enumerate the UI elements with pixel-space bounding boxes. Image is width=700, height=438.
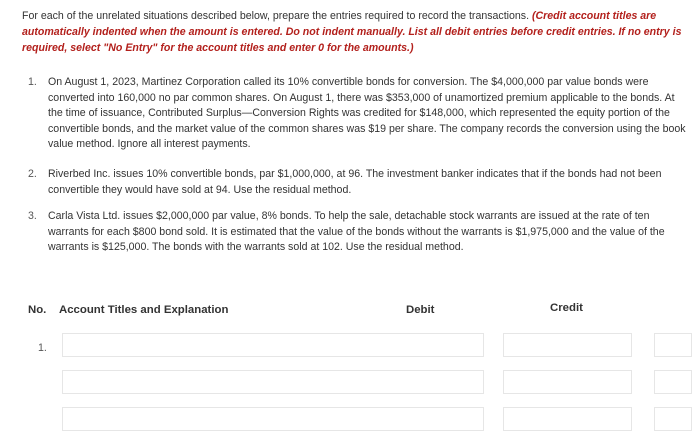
journal-header <box>20 292 692 320</box>
debit-amount-input[interactable] <box>503 370 632 394</box>
journal-entry-table <box>20 292 692 438</box>
instructions <box>22 8 687 56</box>
situation-number: 1. <box>28 76 37 88</box>
credit-amount-input[interactable] <box>654 333 692 357</box>
debit-amount-input[interactable] <box>503 407 632 431</box>
instructions-text: For each of the unrelated situations described below, prepare the entries required to record the transactions. <box>22 10 532 22</box>
situation-text: Carla Vista Ltd. issues $2,000,000 par value, 8% bonds. To help the sale, detachable stock warrants are issued at the rate of ten warrants for each $800 bond sold. It is estimated that the value of the bonds without the warrants is $1,975,000 and the value of the warrants is $125,000. The bonds with the warrants sold at 102. Use the residual method. <box>48 210 665 254</box>
situation-item <box>28 209 688 256</box>
header-debit: Debit <box>406 304 435 316</box>
situation-number: 2. <box>28 168 37 180</box>
entry-number: 1. <box>38 342 47 354</box>
debit-amount-input[interactable] <box>503 333 632 357</box>
situation-text: Riverbed Inc. issues 10% convertible bonds, par $1,000,000, at 96. The investment banker indicates that if the bonds had not been convertible they would have sold at 94. Use the residual method. <box>48 168 662 196</box>
header-account-titles: Account Titles and Explanation <box>59 304 229 316</box>
account-title-input[interactable] <box>62 407 484 431</box>
situation-item <box>28 167 688 198</box>
credit-amount-input[interactable] <box>654 370 692 394</box>
header-no: No. <box>28 304 47 316</box>
situation-text: On August 1, 2023, Martinez Corporation called its 10% convertible bonds for conversion. The $4,000,000 par value bonds were converted into 160,000 no par common shares. On August 1, there was $353,000 of unamortized premium applicable to the bonds. At the time of issuance, Contributed Surplus—Conversion Rights was credited for $148,000, which represented the equity portion of the convertible bonds, and the market value of the common shares was $19 per share. The company records the conversion using the book value method. Ignore all interest payments. <box>48 76 686 151</box>
account-title-input[interactable] <box>62 370 484 394</box>
account-title-input[interactable] <box>62 333 484 357</box>
situation-number: 3. <box>28 210 37 222</box>
header-credit: Credit <box>550 302 583 314</box>
situation-item <box>28 75 688 153</box>
credit-amount-input[interactable] <box>654 407 692 431</box>
instructions-emphasis: (Credit account titles are automatically indented when the amount is entered. Do not indent manually. List all debit entries before credit entries. If no entry is required, select "No Entry" for the account titles and enter 0 for the amounts.) <box>22 10 682 54</box>
